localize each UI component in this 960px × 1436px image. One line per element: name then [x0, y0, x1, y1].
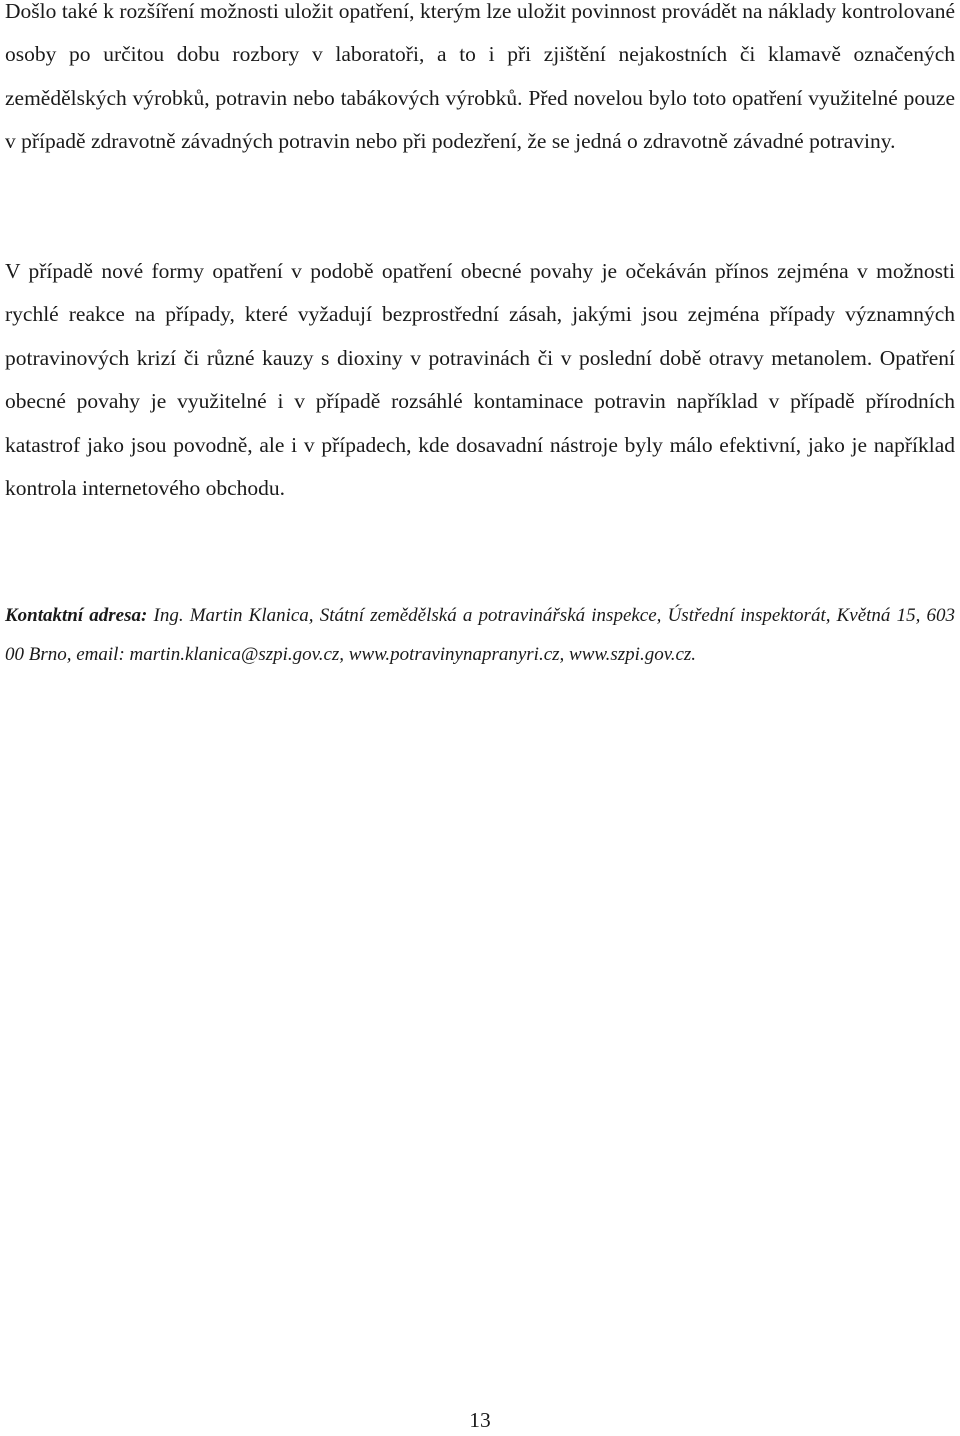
contact-label: Kontaktní adresa:: [5, 605, 148, 626]
paragraph-general-measures: V případě nové formy opatření v podobě opatření obecné povahy je očekáván přínos zejména v možnosti rychlé reakce na případy, které vyžadují bezprostřední zásah, jakými jsou zejména případy významných potravinových krizí či různé kauzy s dioxiny v potravinách či v poslední době otravy metanolem. Opatření obecné povahy je využitelné i v případě rozsáhlé kontaminace potravin například v případě přírodních katastrof jako jsou povodně, ale i v případech, kde dosavadní nástroje byly málo efektivní, jako je například kontrola internetového obchodu.: [5, 259, 955, 501]
page-number: 13: [469, 1408, 491, 1432]
contact-details: Ing. Martin Klanica, Státní zemědělská a potravinářská inspekce, Ústřední inspektorát, Květná 15, 603 00 Brno, email: martin.klanica@szpi.gov.cz, www.potravinynapranyri.cz, www.szpi.gov.cz.: [5, 605, 955, 665]
paragraph-measures-extension: Došlo také k rozšíření možnosti uložit opatření, kterým lze uložit povinnost provádět na náklady kontrolované osoby po určitou dobu rozbory v laboratoři, a to i při zjištění nejakostních či klamavě označených zemědělských výrobků, potravin nebo tabákových výrobků. Před novelou bylo toto opatření využitelné pouze v případě zdravotně závadných potravin nebo při podezření, že se jedná o zdravotně závadné potraviny.: [5, 0, 955, 154]
contact-address: [5, 597, 955, 674]
